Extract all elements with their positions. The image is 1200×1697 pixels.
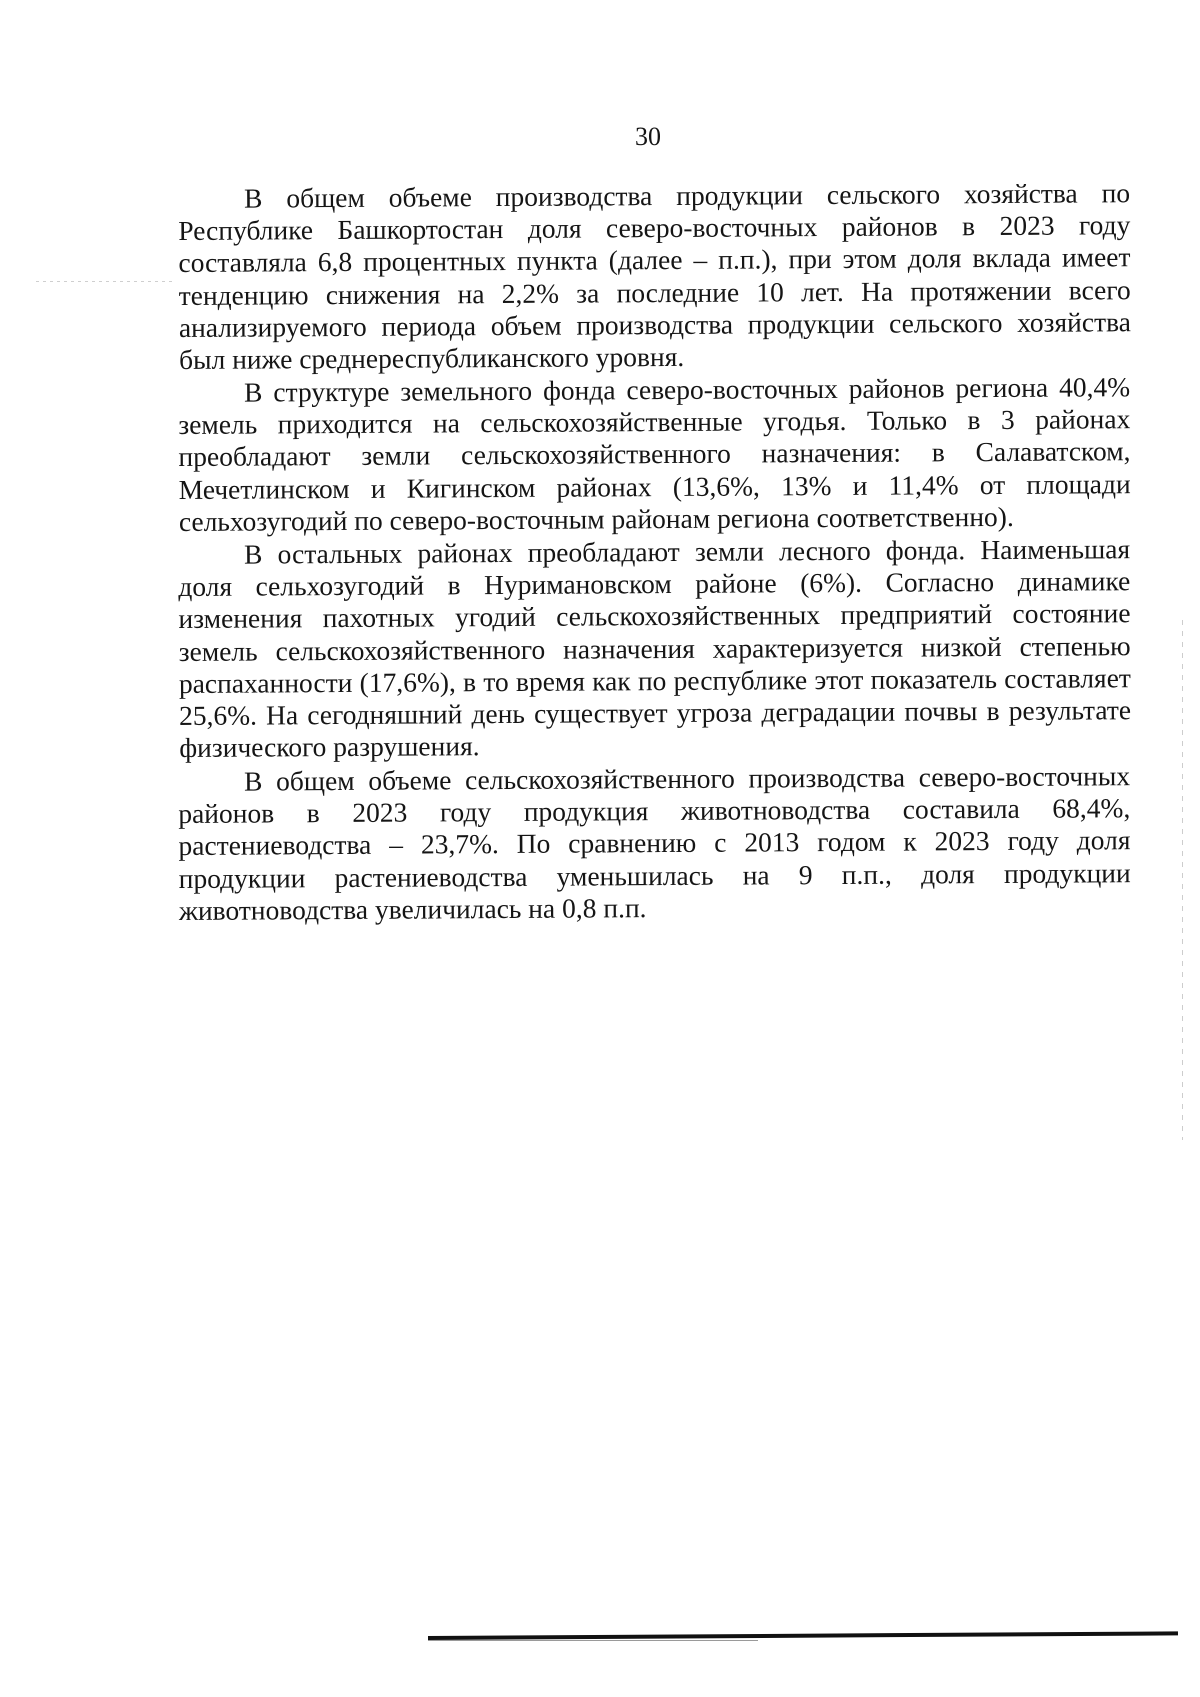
paragraph-livestock-crop-production: В общем объеме сельскохозяйственного производства северо-восточных районов в 2023 году продукция животноводства составила 68,4%, растениеводства – 23,7%. По сравнению с 2013 годом к 2023 году доля продукции растениеводства уменьшилась на 9 п.п., доля продукции животноводства увеличилась на 0,8 п.п. xyxy=(178,759,1131,926)
paragraph-forest-land-and-plowing: В остальных районах преобладают земли лесного фонда. Наименьшая доля сельхозугодий в Нуримановском районе (6%). Согласно динамике изменения пахотных угодий сельскохозяйственных предприятий состояние земель сельскохозяйственного назначения характеризуется низкой степенью распаханности (17,6%), в то время как по республике этот показатель составляет 25,6%. На сегодняшний день существует угроза деградации почвы в результате физического разрушения. xyxy=(178,533,1132,764)
paragraph-land-fund-structure: В структуре земельного фонда северо-восточных районов региона 40,4% земель приходится на сельскохозяйственные угодья. Только в 3 районах преобладают земли сельскохозяйственного назначения: в Салаватском, Мечетлинском и Кигинском районах (13,6%, 13% и 11,4% от площади сельхозугодий по северо-восточным районам региона соответственно). xyxy=(178,371,1131,538)
bottom-rule xyxy=(428,1631,1178,1640)
scan-artifact-right xyxy=(1182,620,1183,1140)
document-body xyxy=(178,177,1132,927)
page-number: 30 xyxy=(635,122,661,151)
scan-artifact-left xyxy=(36,281,176,282)
bottom-rule-shadow xyxy=(428,1640,758,1641)
paragraph-agricultural-output-share: В общем объеме производства продукции сельского хозяйства по Республике Башкортостан доля северо-восточных районов в 2023 году составляла 6,8 процентных пункта (далее – п.п.), при этом доля вклада имеет тенденцию снижения на 2,2% за последние 10 лет. На протяжении всего анализируемого периода объем производства продукции сельского хозяйства был ниже среднереспубликанского уровня. xyxy=(178,177,1131,376)
